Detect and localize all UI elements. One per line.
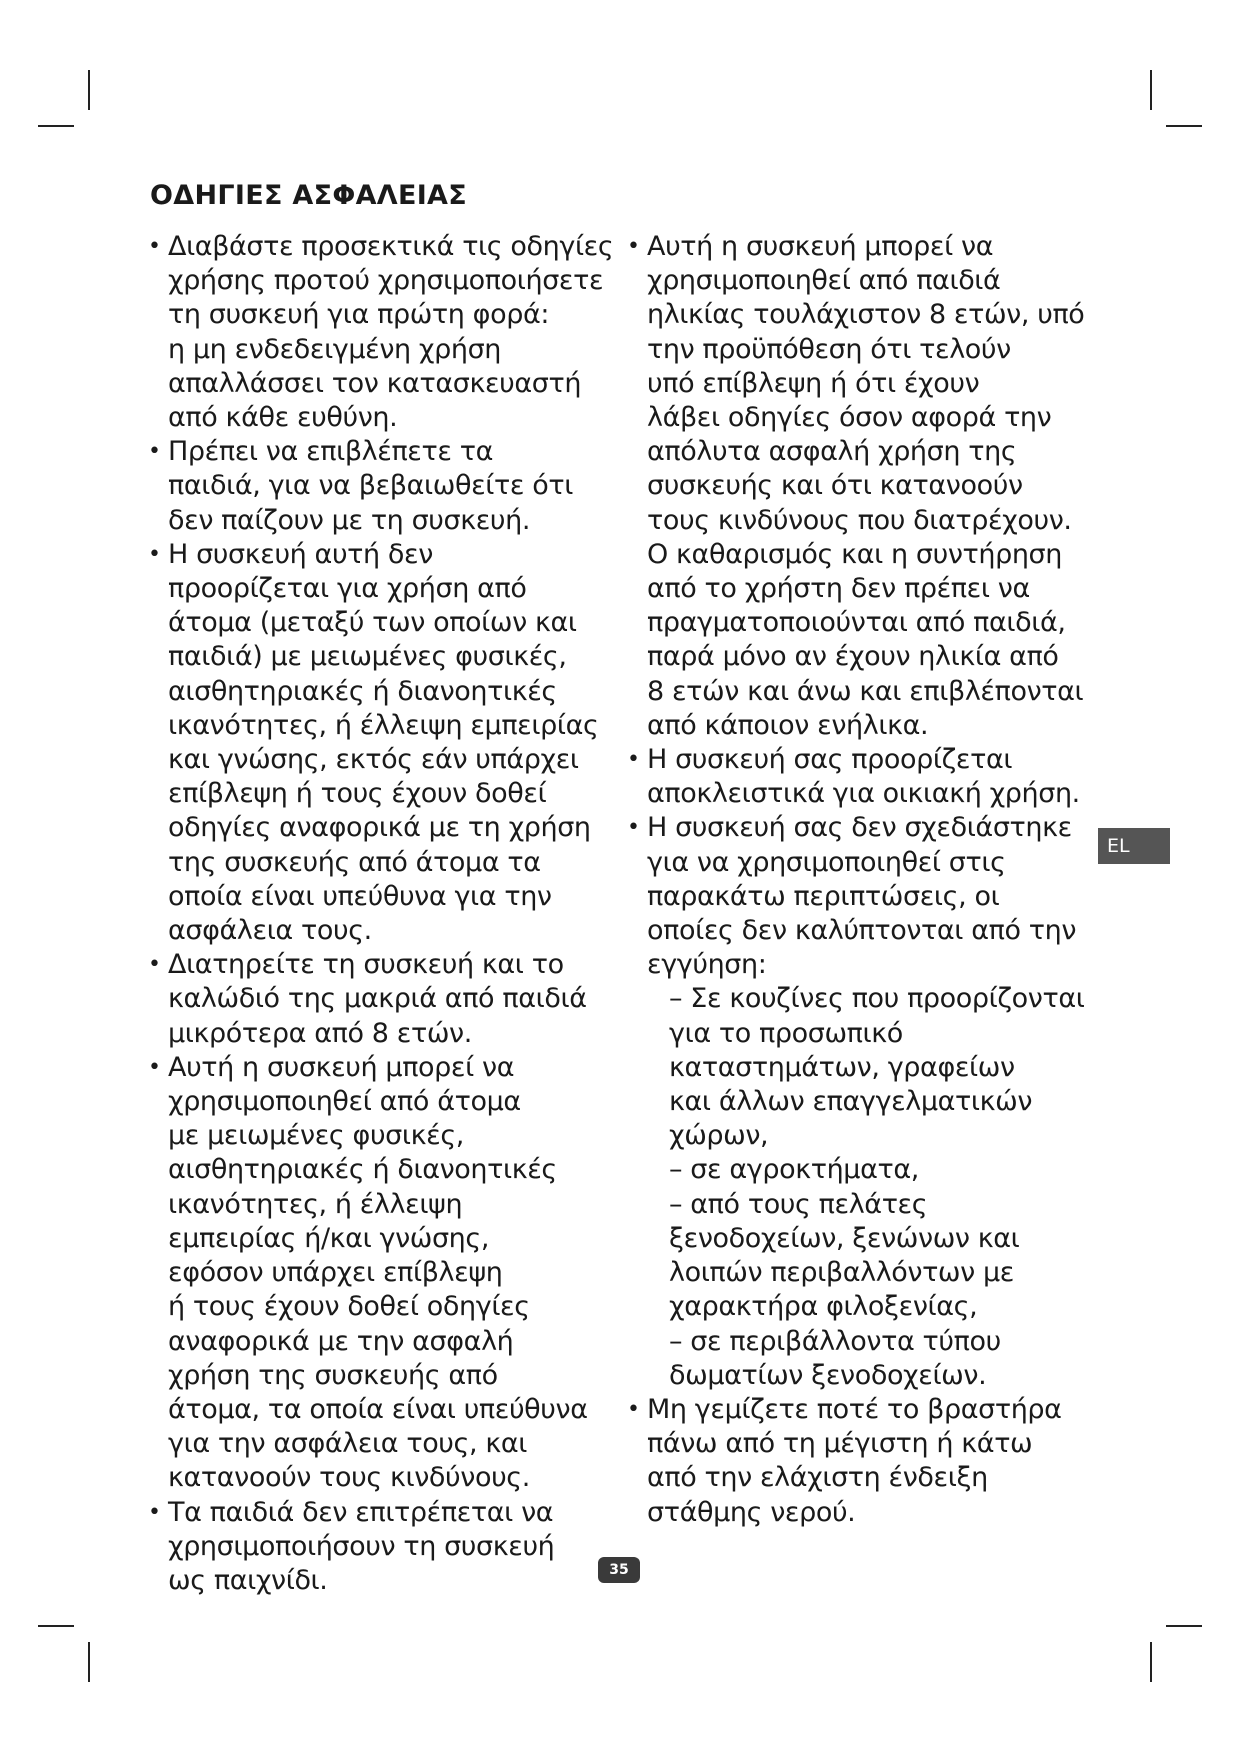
list-item-text: Τα παιδιά δεν επιτρέπεται να χρησιμοποιήσουν τη συσκευή ως παιχνίδι. bbox=[168, 1496, 555, 1596]
list-item-text: Διατηρείτε τη συσκευή και το καλώδιό της μακριά από παιδιά μικρότερα από 8 ετών. bbox=[168, 949, 587, 1049]
bullet-icon: • bbox=[627, 1396, 640, 1422]
list-item bbox=[627, 230, 1107, 743]
list-item-text: Αυτή η συσκευή μπορεί να χρησιμοποιηθεί από άτομα με μειωμένες φυσικές, αισθητηριακές ή διανοητικές ικανότητες, ή έλλειψη εμπειρίας ή/και γνώσης, εφόσον υπάρχει επίβλεψη ή τους έχουν δοθεί οδηγίες αναφορικά με την ασφαλή χρήση της συσκευής από άτομα, τα οποία είναι υπεύθυνα για την ασφάλεια τους, και κατανοούν τους κινδύνους. bbox=[168, 1051, 588, 1494]
list-item bbox=[627, 811, 1107, 1392]
bullet-icon: • bbox=[148, 234, 161, 259]
bullet-icon: • bbox=[148, 1499, 161, 1525]
crop-mark bbox=[1166, 125, 1202, 127]
list-item-text: Πρέπει να επιβλέπετε τα παιδιά, για να βεβαιωθείτε ότι δεν παίζουν με τη συσκευή. bbox=[168, 436, 573, 536]
page-number: 35 bbox=[598, 1557, 640, 1583]
sub-list: – Σε κουζίνες που προορίζονται για το προσωπικό καταστημάτων, γραφείων και άλλων επαγγελματικών χώρων, – σε αγροκτήματα, – από τους πελάτες ξενοδοχείων, ξενώνων και λοιπών περιβαλλόντων με χαρακτήρα φιλοξενίας, – σε περιβάλλοντα τύπου δωματίων ξενοδοχείων. bbox=[669, 983, 1085, 1391]
list-item bbox=[627, 1393, 1107, 1530]
left-column bbox=[148, 230, 618, 1598]
crop-mark bbox=[38, 125, 74, 127]
bullet-icon: • bbox=[627, 747, 640, 773]
bullet-icon: • bbox=[148, 1054, 161, 1080]
crop-mark bbox=[88, 1642, 90, 1682]
bullet-icon: • bbox=[627, 234, 640, 259]
list-item-text: Διαβάστε προσεκτικά τις οδηγίες χρήσης προτού χρησιμοποιήσετε τη συσκευή για πρώτη φορά: η μη ενδεδειγμένη χρήση απαλλάσσει τον κατασκευαστή από κάθε ευθύνη. bbox=[168, 231, 614, 434]
bullet-icon: • bbox=[148, 952, 161, 978]
crop-mark bbox=[38, 1625, 74, 1627]
crop-mark bbox=[1166, 1625, 1202, 1627]
crop-mark bbox=[88, 70, 90, 110]
bullet-icon: • bbox=[148, 541, 161, 567]
list-item bbox=[148, 1051, 618, 1496]
list-item-text: Η συσκευή σας δεν σχεδιάστηκε για να χρησιμοποιηθεί στις παρακάτω περιπτώσεις, οι οποίες δεν καλύπτονται από την εγγύηση: bbox=[647, 812, 1077, 981]
list-item bbox=[148, 948, 618, 1051]
bullet-icon: • bbox=[627, 815, 640, 841]
bullet-icon: • bbox=[148, 439, 161, 465]
right-column bbox=[627, 230, 1107, 1530]
list-item bbox=[148, 1496, 618, 1599]
list-item bbox=[148, 435, 618, 538]
list-item-text: Η συσκευή αυτή δεν προορίζεται για χρήση από άτομα (μεταξύ των οποίων και παιδιά) με μειωμένες φυσικές, αισθητηριακές ή διανοητικές ικανότητες, ή έλλειψη εμπειρίας και γνώσης, εκτός εάν υπάρχει επίβλεψη ή τους έχουν δοθεί οδηγίες αναφορικά με τη χρήση της συσκευής από άτομα τα οποία είναι υπεύθυνα για την ασφάλεια τους. bbox=[168, 538, 599, 947]
crop-mark bbox=[1150, 70, 1152, 110]
crop-mark bbox=[1150, 1642, 1152, 1682]
list-item-text: Η συσκευή σας προορίζεται αποκλειστικά για οικιακή χρήση. bbox=[647, 744, 1080, 810]
list-item-text: Μη γεμίζετε ποτέ το βραστήρα πάνω από τη μέγιστη ή κάτω από την ελάχιστη ένδειξη στάθμης νερού. bbox=[647, 1393, 1062, 1528]
list-item bbox=[627, 743, 1107, 811]
list-item bbox=[148, 230, 618, 435]
page-title: ΟΔΗΓΙΕΣ ΑΣΦΑΛΕΙΑΣ bbox=[150, 180, 467, 211]
list-item bbox=[148, 538, 618, 948]
language-tab: EL bbox=[1098, 828, 1170, 864]
list-item-text: Αυτή η συσκευή μπορεί να χρησιμοποιηθεί από παιδιά ηλικίας τουλάχιστον 8 ετών, υπό την προϋπόθεση ότι τελούν υπό επίβλεψη ή ότι έχουν λάβει οδηγίες όσον αφορά την απόλυτα ασφαλή χρήση της συσκευής και ότι κατανοούν τους κινδύνους που διατρέχουν. Ο καθαρισμός και η συντήρηση από το χρήστη δεν πρέπει να πραγματοποιούνται από παιδιά, παρά μόνο αν έχουν ηλικία από 8 ετών και άνω και επιβλέπονται από κάποιον ενήλικα. bbox=[647, 231, 1085, 741]
